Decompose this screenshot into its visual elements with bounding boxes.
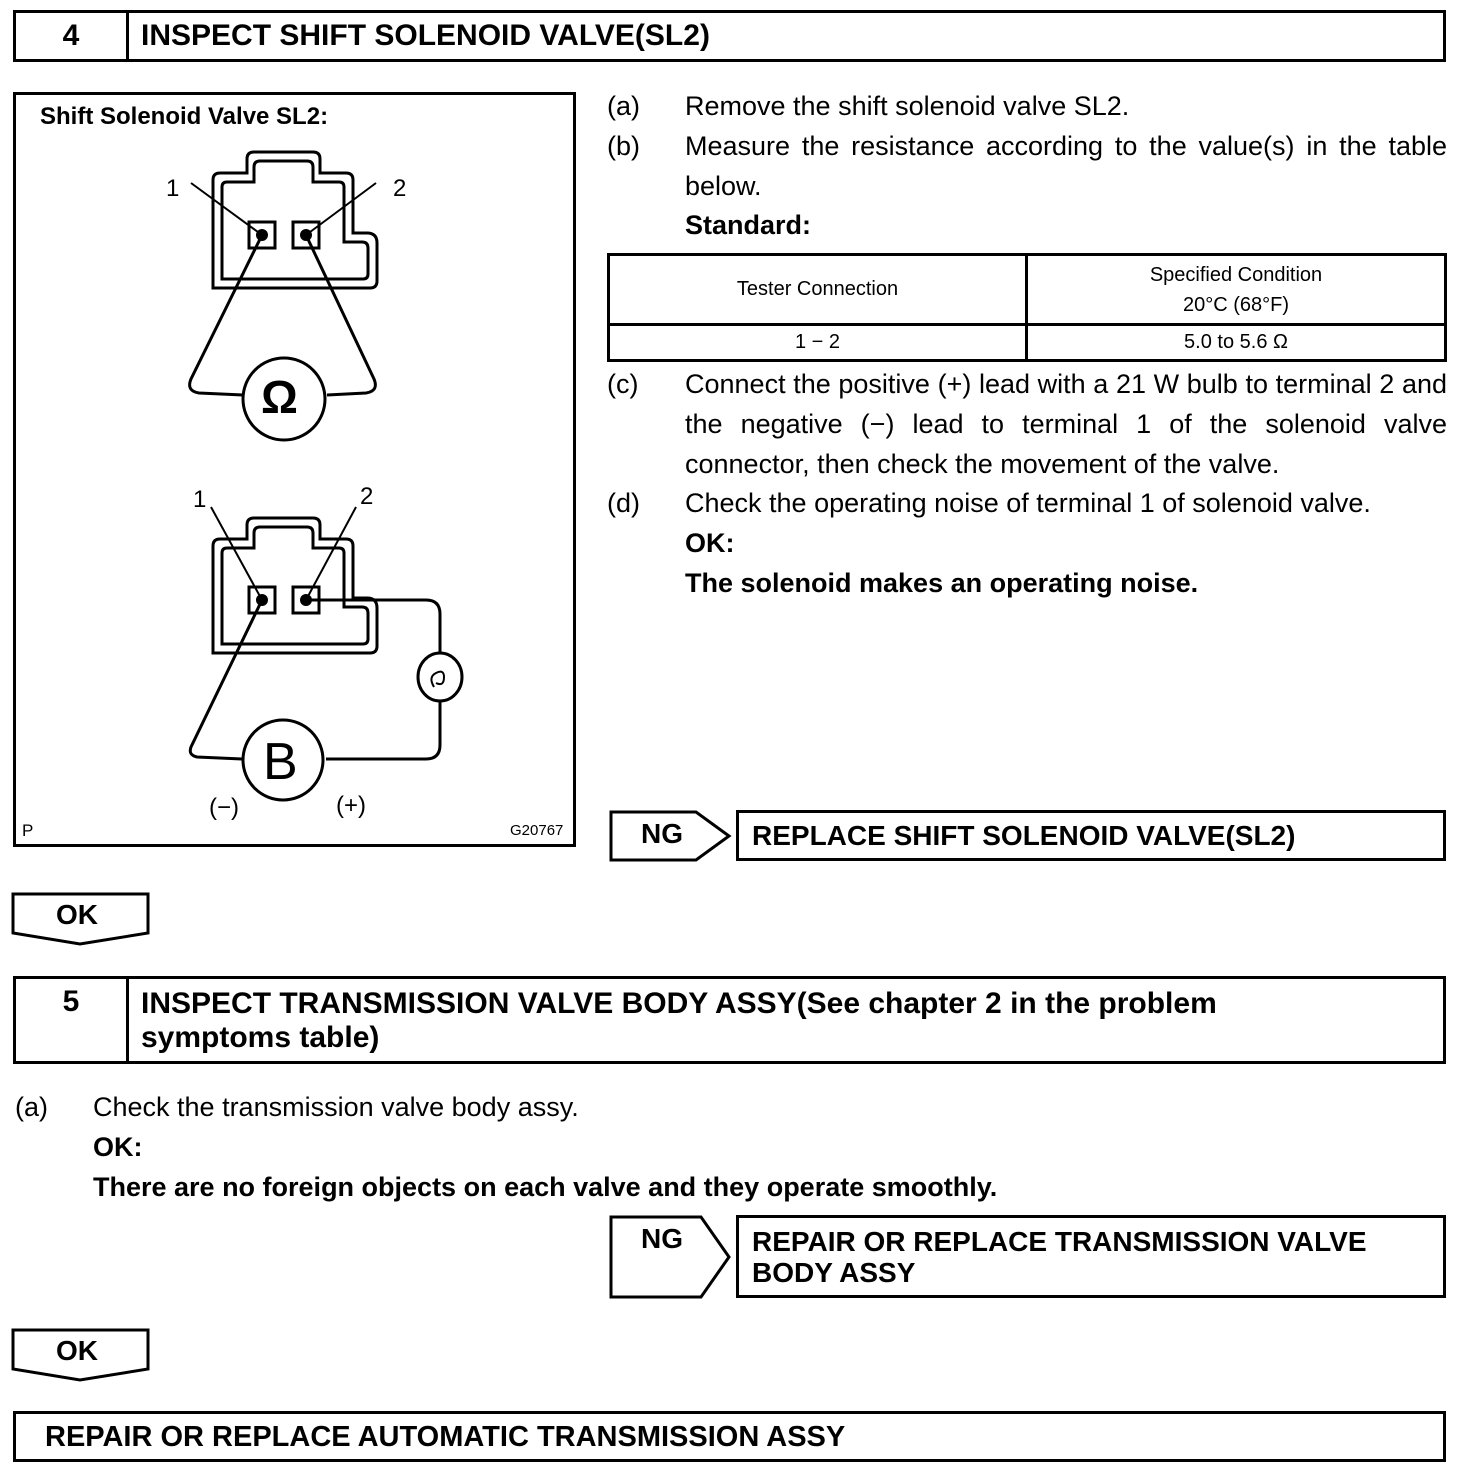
- figure-corner-mark: P: [22, 821, 34, 840]
- cell-specified-condition: 5.0 to 5.6 Ω: [1027, 325, 1446, 361]
- item-label: (b): [607, 131, 640, 161]
- step-4-title: INSPECT SHIFT SOLENOID VALVE(SL2): [141, 19, 710, 52]
- final-action-box: REPAIR OR REPLACE AUTOMATIC TRANSMISSION ASSY: [13, 1411, 1446, 1462]
- item-label: (a): [607, 91, 640, 121]
- item-text: Remove the shift solenoid valve SL2.: [685, 91, 1130, 121]
- cell-tester-connection: 1 − 2: [609, 325, 1027, 361]
- step-4-item-b: [607, 126, 1447, 206]
- item-label: (c): [607, 369, 639, 399]
- item-label: (a): [15, 1092, 48, 1122]
- step-5-ng-action: REPAIR OR REPLACE TRANSMISSION VALVE BODY ASSY: [736, 1215, 1446, 1298]
- figure-code: G20767: [510, 822, 564, 839]
- step-5-ng-label: NG: [641, 1223, 683, 1254]
- item-text: Measure the resistance according to the value(s) in the table below.: [685, 131, 1447, 201]
- negative-terminal-label: (−): [209, 794, 239, 821]
- bottom-terminal-1-label: 1: [193, 486, 207, 513]
- step-4-item-d: [607, 483, 1447, 523]
- step-5-number: 5: [16, 979, 129, 1061]
- ohmmeter-symbol: Ω: [261, 371, 298, 423]
- item-text: Check the transmission valve body assy.: [93, 1092, 579, 1122]
- resistance-spec-table: [607, 253, 1447, 362]
- step-4-ok-label: OK:: [685, 528, 735, 558]
- top-terminal-1-label: 1: [166, 175, 180, 202]
- spec-condition-line-1: Specified Condition: [1149, 263, 1323, 286]
- step-5-title: INSPECT TRANSMISSION VALVE BODY ASSY(See chapter 2 in the problem symptoms table): [141, 987, 1217, 1054]
- step-5-ok-label: OK:: [93, 1132, 143, 1162]
- step-5-ok-flow-label: OK: [56, 1335, 98, 1366]
- step-5-header: [13, 976, 1446, 1064]
- item-text: Connect the positive (+) lead with a 21 W bulb to terminal 2 and the negative (−) lead to terminal 1 of the solenoid valve connector, then check the movement of the valve.: [685, 369, 1447, 479]
- step-5-ok-criteria: There are no foreign objects on each valve and they operate smoothly.: [93, 1172, 998, 1202]
- step-4-item-a: [607, 86, 1447, 126]
- step-4-ok-flow-label: OK: [56, 899, 98, 930]
- step-4-ok-criteria: The solenoid makes an operating noise.: [685, 568, 1199, 598]
- col-header-specified-condition: [1027, 255, 1446, 325]
- top-terminal-2-label: 2: [393, 175, 407, 202]
- step-5-item-a: [15, 1087, 1445, 1127]
- item-text: Check the operating noise of terminal 1 of solenoid valve.: [685, 488, 1371, 518]
- bottom-terminal-2-label: 2: [360, 483, 374, 510]
- standard-label: Standard:: [685, 210, 812, 240]
- step-4-number: 4: [16, 13, 129, 59]
- step-4-item-c: [607, 364, 1447, 484]
- step-4-ng-action: REPLACE SHIFT SOLENOID VALVE(SL2): [736, 810, 1446, 861]
- battery-symbol: B: [263, 733, 298, 791]
- solenoid-figure: [13, 92, 576, 847]
- col-header-tester-connection: Tester Connection: [609, 255, 1027, 325]
- figure-title: Shift Solenoid Valve SL2:: [40, 103, 329, 130]
- step-4-header: [13, 10, 1446, 62]
- step-4-ng-label: NG: [641, 818, 683, 849]
- item-label: (d): [607, 488, 640, 518]
- spec-condition-line-2: 20°C (68°F): [1182, 293, 1290, 316]
- positive-terminal-label: (+): [336, 792, 366, 819]
